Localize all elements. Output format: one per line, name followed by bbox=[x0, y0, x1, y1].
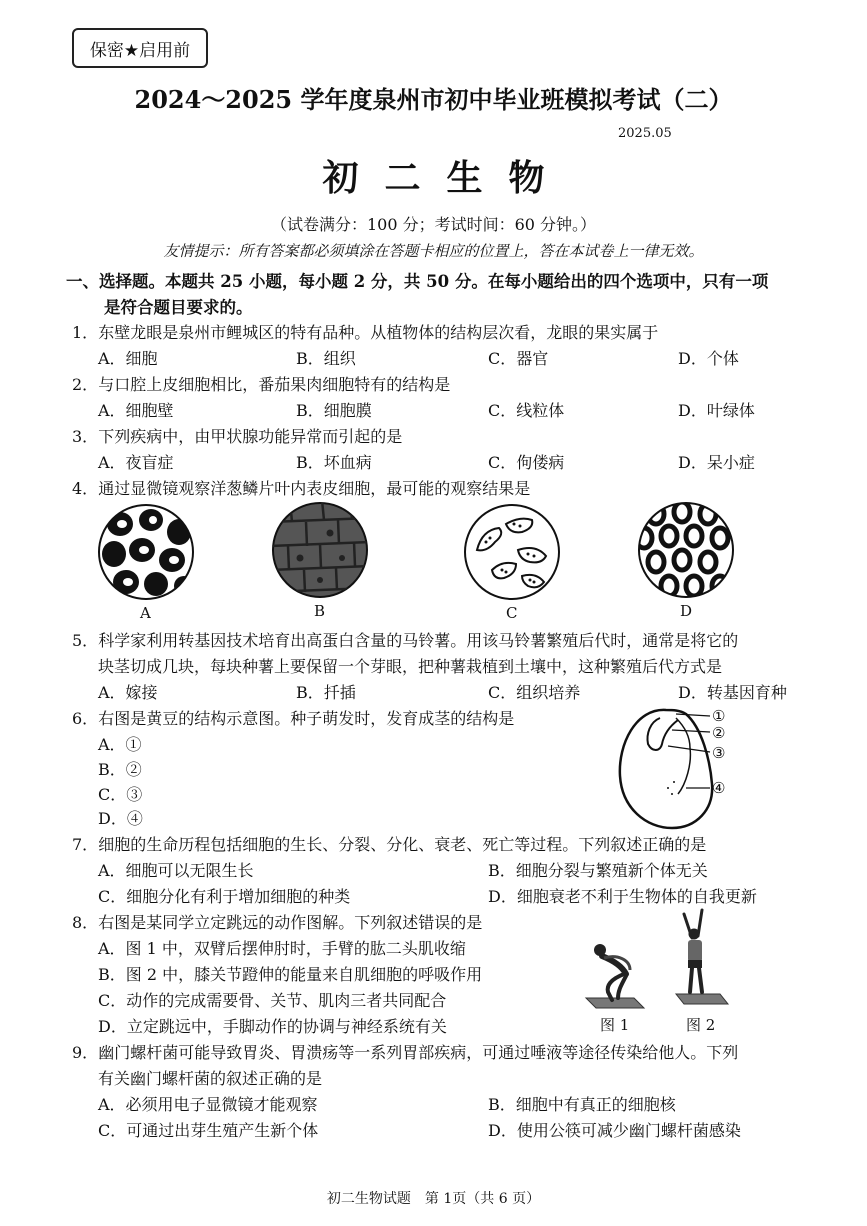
q8-option-b: B．图 2 中，膝关节蹬伸的能量来自肌细胞的呼吸作用 bbox=[98, 965, 483, 984]
q8-option-c: C．动作的完成需要骨、关节、肌肉三者共同配合 bbox=[98, 991, 447, 1010]
question-number: 9． bbox=[72, 1043, 99, 1062]
section-title-line2: 是符合题目要求的。 bbox=[104, 298, 253, 317]
q8-option-d: D．立定跳远中，手脚动作的协调与神经系统有关 bbox=[98, 1017, 447, 1036]
question-5 bbox=[72, 628, 738, 651]
question-number: 3． bbox=[72, 427, 99, 446]
question-9-line2: 有关幽门螺杆菌的叙述正确的是 bbox=[98, 1069, 323, 1088]
question-text: 右图是某同学立定跳远的动作图解。下列叙述错误的是 bbox=[98, 913, 483, 932]
micrograph-b-figure bbox=[270, 500, 370, 600]
question-text: 下列疾病中，由甲状腺功能异常而引起的是 bbox=[98, 427, 403, 446]
confidential-label: 保密★启用前 bbox=[72, 28, 208, 68]
q2-option-a: A．细胞壁 bbox=[98, 401, 174, 420]
q9-option-b: B．细胞中有真正的细胞核 bbox=[488, 1095, 676, 1114]
exam-info: （试卷满分：100 分；考试时间：60 分钟。） bbox=[270, 215, 597, 234]
micrograph-c-figure bbox=[462, 502, 562, 602]
q6-option-d: D．④ bbox=[98, 809, 143, 828]
q3-option-c: C．佝偻病 bbox=[488, 453, 565, 472]
q2-option-b: B．细胞膜 bbox=[296, 401, 372, 420]
question-number: 7． bbox=[72, 835, 99, 854]
q8-option-a: A．图 1 中，双臂后摆伸肘时，手臂的肱二头肌收缩 bbox=[98, 939, 466, 958]
question-6 bbox=[72, 706, 514, 729]
subject-title: 初二生物 bbox=[322, 157, 571, 199]
figure-label-a: A bbox=[140, 604, 151, 622]
q1-option-c: C．器官 bbox=[488, 349, 549, 368]
figure-label-b: B bbox=[314, 602, 326, 620]
exam-tip: 友情提示：所有答案都必须填涂在答题卡相应的位置上，答在本试卷上一律无效。 bbox=[163, 242, 704, 260]
q6-option-c: C．③ bbox=[98, 785, 143, 804]
question-2 bbox=[72, 372, 450, 395]
question-number: 4． bbox=[72, 479, 99, 498]
soybean-seed-figure bbox=[606, 704, 756, 834]
q5-option-d: D．转基因育种 bbox=[678, 683, 787, 702]
question-number: 5． bbox=[72, 631, 99, 650]
figure-label-fig1: 图 1 bbox=[600, 1016, 630, 1034]
question-8 bbox=[72, 910, 482, 933]
q7-option-a: A．细胞可以无限生长 bbox=[98, 861, 254, 880]
section-title-line1: 一、选择题。本题共 25 小题，每小题 2 分，共 50 分。在每小题给出的四个选项中，只有一项 bbox=[66, 272, 769, 291]
question-text: 幽门螺杆菌可能导致胃炎、胃溃疡等一系列胃部疾病，可通过唾液等途径传染给他人。下列 bbox=[98, 1043, 739, 1062]
question-4 bbox=[72, 476, 530, 499]
q7-option-d: D．细胞衰老不利于生物体的自我更新 bbox=[488, 887, 757, 906]
question-5-line2: 块茎切成几块，每块种薯上要保留一个芽眼，把种薯栽植到土壤中，这种繁殖后代方式是 bbox=[98, 657, 723, 676]
question-text: 科学家利用转基因技术培育出高蛋白含量的马铃薯。用该马铃薯繁殖后代时，通常是将它的 bbox=[98, 631, 739, 650]
question-text: 东壁龙眼是泉州市鲤城区的特有品种。从植物体的结构层次看，龙眼的果实属于 bbox=[98, 323, 659, 342]
question-number: 2． bbox=[72, 375, 99, 394]
exam-date: 2025.05 bbox=[618, 126, 672, 141]
question-number: 8． bbox=[72, 913, 99, 932]
q7-option-c: C．细胞分化有利于增加细胞的种类 bbox=[98, 887, 351, 906]
jump-figure-1 bbox=[578, 936, 652, 1012]
question-number: 6． bbox=[72, 709, 99, 728]
q5-option-b: B．扦插 bbox=[296, 683, 356, 702]
question-9 bbox=[72, 1040, 738, 1063]
question-text: 通过显微镜观察洋葱鳞片叶内表皮细胞，最可能的观察结果是 bbox=[98, 479, 531, 498]
q3-option-b: B．坏血病 bbox=[296, 453, 372, 472]
q3-option-a: A．夜盲症 bbox=[98, 453, 174, 472]
q5-option-c: C．组织培养 bbox=[488, 683, 581, 702]
seed-label-3: ③ bbox=[712, 744, 726, 762]
q7-option-b: B．细胞分裂与繁殖新个体无关 bbox=[488, 861, 708, 880]
q9-option-c: C．可通过出芽生殖产生新个体 bbox=[98, 1121, 319, 1140]
q6-option-a: A．① bbox=[98, 735, 142, 754]
exam-title: 2024～2025 学年度泉州市初中毕业班模拟考试（二） bbox=[134, 85, 733, 114]
q1-option-d: D．个体 bbox=[678, 349, 739, 368]
figure-label-d: D bbox=[680, 602, 693, 620]
q1-option-a: A．细胞 bbox=[98, 349, 158, 368]
jump-figure-2 bbox=[670, 906, 730, 1010]
q2-option-d: D．叶绿体 bbox=[678, 401, 755, 420]
page-footer: 初二生物试题 第 1页（共 6 页） bbox=[326, 1191, 541, 1207]
question-1 bbox=[72, 320, 658, 343]
q6-option-b: B．② bbox=[98, 760, 142, 779]
seed-label-2: ② bbox=[712, 724, 726, 742]
q9-option-d: D．使用公筷可减少幽门螺杆菌感染 bbox=[488, 1121, 741, 1140]
seed-label-4: ④ bbox=[712, 779, 726, 797]
figure-label-c: C bbox=[506, 604, 518, 622]
question-text: 右图是黄豆的结构示意图。种子萌发时，发育成茎的结构是 bbox=[98, 709, 515, 728]
figure-label-fig2: 图 2 bbox=[686, 1016, 716, 1034]
seed-label-1: ① bbox=[712, 707, 726, 725]
q5-option-a: A．嫁接 bbox=[98, 683, 158, 702]
micrograph-d-figure bbox=[636, 500, 736, 600]
question-number: 1． bbox=[72, 323, 99, 342]
q9-option-a: A．必须用电子显微镜才能观察 bbox=[98, 1095, 318, 1114]
question-7 bbox=[72, 832, 706, 855]
q2-option-c: C．线粒体 bbox=[488, 401, 565, 420]
q3-option-d: D．呆小症 bbox=[678, 453, 755, 472]
question-text: 与口腔上皮细胞相比，番茄果肉细胞特有的结构是 bbox=[98, 375, 451, 394]
question-3 bbox=[72, 424, 402, 447]
question-text: 细胞的生命历程包括细胞的生长、分裂、分化、衰老、死亡等过程。下列叙述正确的是 bbox=[98, 835, 707, 854]
q1-option-b: B．组织 bbox=[296, 349, 356, 368]
micrograph-a-figure bbox=[96, 502, 196, 602]
